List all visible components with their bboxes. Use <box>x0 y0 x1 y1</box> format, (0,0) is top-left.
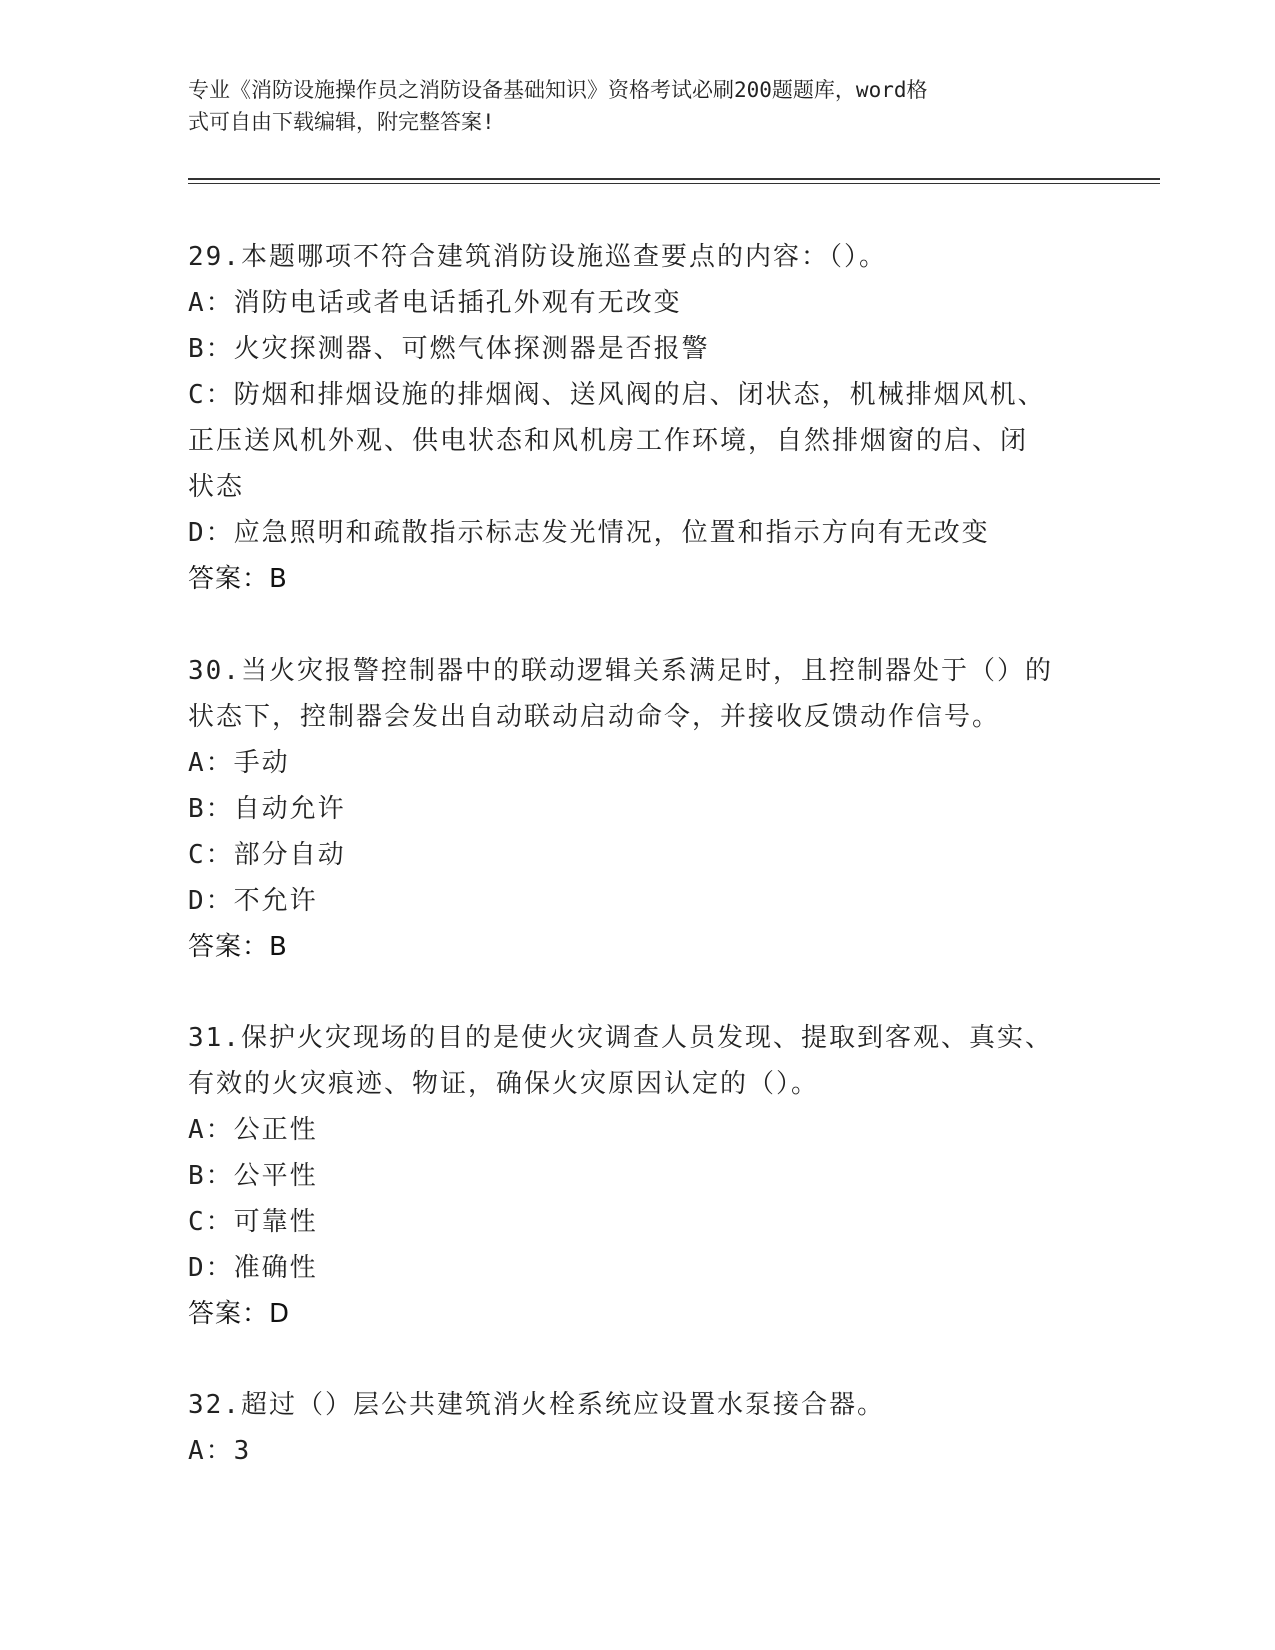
answer: 答案：B <box>188 932 288 962</box>
option-c: C：可靠性 <box>188 1207 318 1237</box>
option-a: A：3 <box>188 1436 252 1466</box>
option-c-continued: 正压送风机外观、供电状态和风机房工作环境，自然排烟窗的启、闭 <box>188 426 1029 456</box>
question-stem-continued: 有效的火灾痕迹、物证，确保火灾原因认定的（）。 <box>188 1069 820 1099</box>
question-stem: 30.当火灾报警控制器中的联动逻辑关系满足时，且控制器处于（）的 <box>188 656 1053 686</box>
option-b: B：公平性 <box>188 1161 318 1191</box>
document-header <box>188 74 1068 138</box>
option-a: A：公正性 <box>188 1115 318 1145</box>
question-32 <box>188 1382 1088 1474</box>
question-stem: 29.本题哪项不符合建筑消防设施巡查要点的内容：（）。 <box>188 242 887 272</box>
answer: 答案：D <box>188 1299 291 1329</box>
answer: 答案：B <box>188 564 288 594</box>
option-d: D：不允许 <box>188 886 318 916</box>
option-c: C：部分自动 <box>188 840 346 870</box>
question-stem: 31.保护火灾现场的目的是使火灾调查人员发现、提取到客观、真实、 <box>188 1023 1053 1053</box>
question-29 <box>188 234 1088 602</box>
option-b: B：火灾探测器、可燃气体探测器是否报警 <box>188 334 710 364</box>
header-line-2: 式可自由下载编辑，附完整答案! <box>188 110 495 134</box>
question-stem-continued: 状态下，控制器会发出自动联动启动命令，并接收反馈动作信号。 <box>188 702 1001 732</box>
header-line-1: 专业《消防设施操作员之消防设备基础知识》资格考试必刷200题题库，word格 <box>188 78 928 102</box>
option-b: B：自动允许 <box>188 794 346 824</box>
option-d: D：准确性 <box>188 1253 318 1283</box>
question-31 <box>188 1015 1088 1337</box>
option-c-continued: 状态 <box>188 472 245 502</box>
header-divider-thick <box>188 178 1160 180</box>
header-divider-thin <box>188 183 1160 184</box>
question-30 <box>188 648 1088 970</box>
option-a: A：消防电话或者电话插孔外观有无改变 <box>188 288 682 318</box>
option-c: C：防烟和排烟设施的排烟阀、送风阀的启、闭状态，机械排烟风机、 <box>188 380 1046 410</box>
option-d: D：应急照明和疏散指示标志发光情况，位置和指示方向有无改变 <box>188 518 990 548</box>
question-stem: 32.超过（）层公共建筑消火栓系统应设置水泵接合器。 <box>188 1390 885 1420</box>
option-a: A：手动 <box>188 748 290 778</box>
